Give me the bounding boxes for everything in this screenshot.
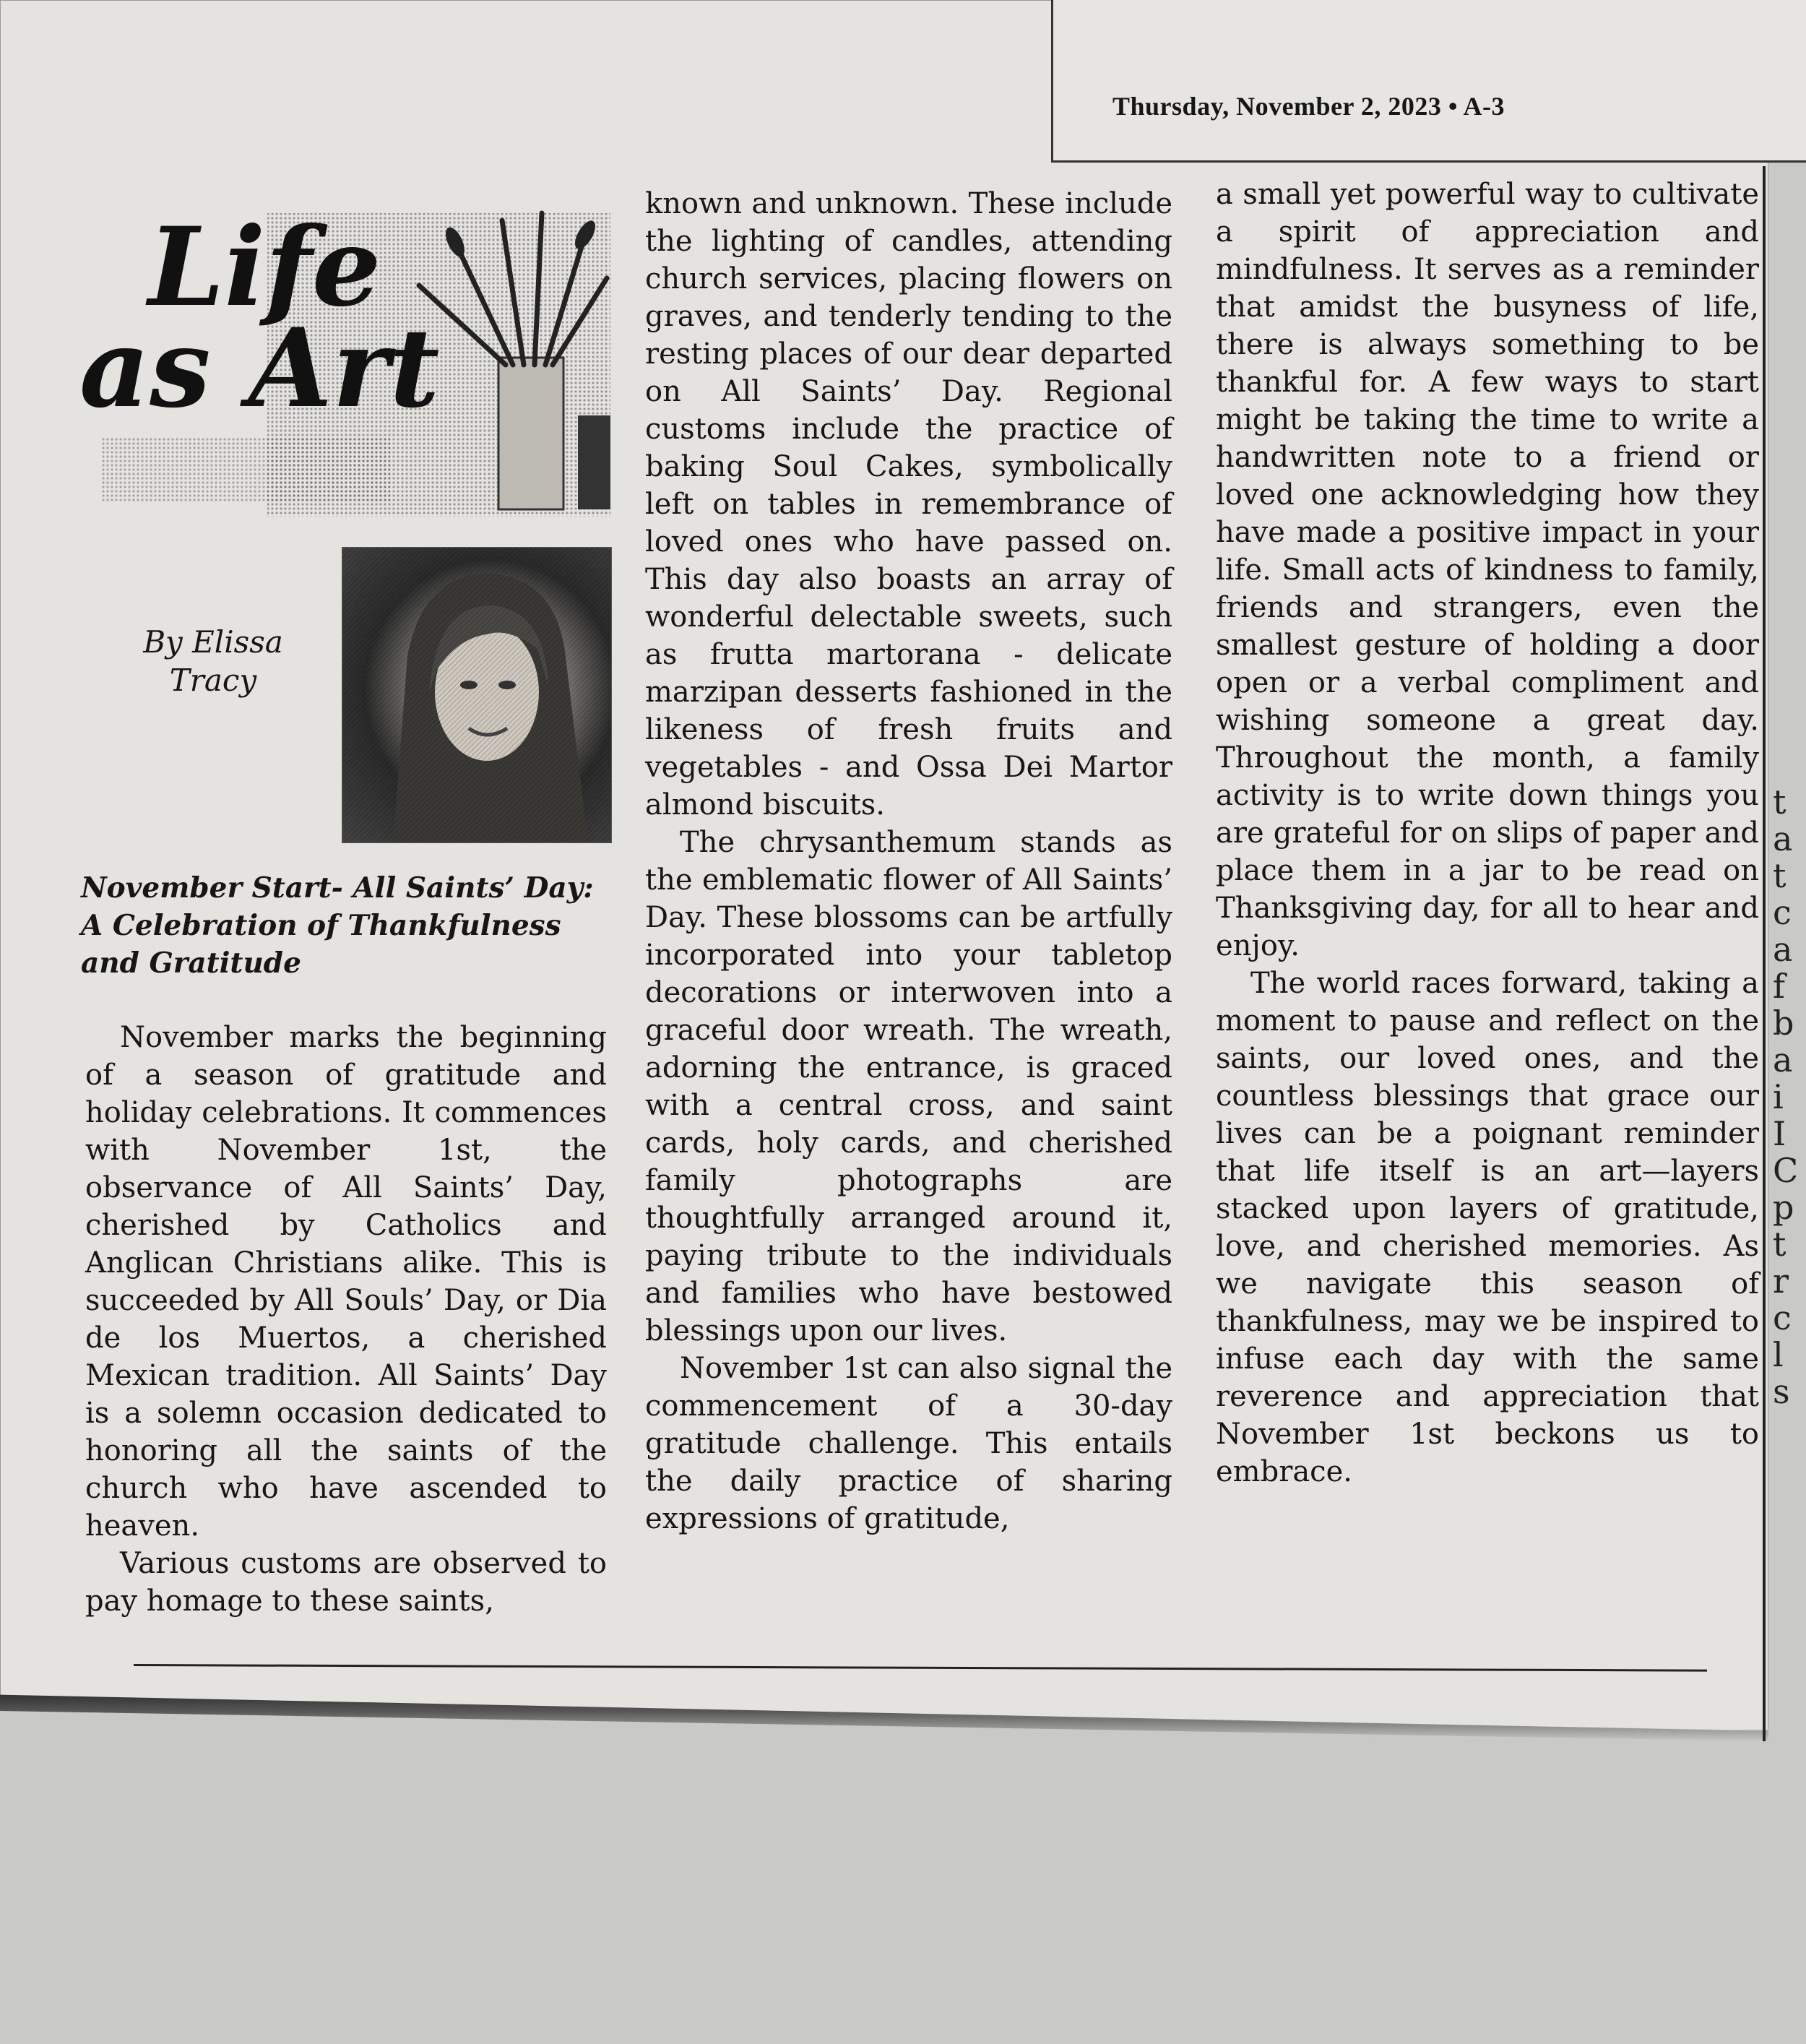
- article-paragraph: Various customs are observed to pay homage to these saints,: [85, 1547, 607, 1618]
- fragment-letter: r: [1773, 1262, 1789, 1301]
- article-paragraph: November 1st can also signal the commencement of a 30-day gratitude challenge. This entails the daily practice of sharing expressions of gratitude,: [645, 1352, 1172, 1535]
- fragment-letter: a: [1773, 930, 1793, 969]
- column-logo: [79, 199, 610, 517]
- adjacent-column-fragments: [1773, 784, 1806, 1410]
- byline-line-2: Tracy: [169, 663, 257, 698]
- fragment-letter: I: [1773, 1114, 1786, 1153]
- article-column-3: [1216, 176, 1759, 1491]
- author-photo: [342, 547, 612, 843]
- article-paragraph: The chrysanthemum stands as the emblematic flower of All Saints’ Day. These blossoms can be artfully incorporated into your tabletop decorations or interwoven into a graceful door wreath. The wreath, adorning the entrance, is graced with a central cross, and saint cards, holy cards, and cherished family photographs are thoughtfully arranged around it, paying tribute to the individuals and families who have bestowed blessings upon our lives.: [645, 826, 1172, 1347]
- fragment-letter: p: [1773, 1188, 1794, 1227]
- fragment-letter: t: [1773, 856, 1786, 895]
- article-paragraph: The world races forward, taking a moment to pause and reflect on the saints, our loved ones, and the countless blessings that grace our lives can be a poignant reminder that life itself is an art—layers stacked upon layers of gratitude, love, and cherished memories. As we navigate this season of thankfulness, may we be inspired to infuse each day with the same reverence and appreciation that November 1st beckons us to embrace.: [1216, 967, 1759, 1488]
- logo-words-as-art: as Art: [79, 305, 440, 432]
- fragment-letter: i: [1773, 1077, 1784, 1116]
- dateline-box: [1051, 0, 1806, 163]
- article-paragraph: a small yet powerful way to cultivate a spirit of appreciation and mindfulness. It serves as a reminder that amidst the busyness of life, there is always something to be thankful for. A few ways to start might be taking the time to write a handwritten note to a friend or loved one acknowledging how they have made a positive impact in your life. Small acts of kindness to family, friends and strangers, even the smallest gesture of holding a door open or a verbal compliment and wishing someone a great day. Throughout the month, a family activity is to write down things you are grateful for on slips of paper and place them in a jar to be read on Thanksgiving day, for all to hear and enjoy.: [1216, 178, 1759, 962]
- byline: [119, 623, 307, 699]
- byline-line-1: By Elissa: [143, 624, 283, 660]
- fragment-letter: c: [1773, 1298, 1792, 1337]
- fragment-letter: s: [1773, 1372, 1790, 1410]
- fragment-letter: C: [1773, 1151, 1799, 1190]
- article-column-1: [85, 1019, 607, 1620]
- author-portrait-figure: [342, 548, 611, 842]
- fragment-letter: c: [1773, 893, 1792, 932]
- article-headline: November Start- All Saints’ Day: A Celebration of Thankfulness and Gratitude: [81, 871, 594, 980]
- fragment-letter: t: [1773, 1225, 1786, 1264]
- logo-word-life: Life: [148, 204, 381, 331]
- fragment-letter: t: [1773, 784, 1786, 822]
- fragment-letter: b: [1773, 1004, 1794, 1043]
- fragment-letter: a: [1773, 1040, 1793, 1079]
- fragment-letter: f: [1773, 967, 1786, 1006]
- article-paragraph: known and unknown. These include the lighting of candles, attending church services, placing flowers on graves, and tenderly tending to the resting places of our dear departed on All Saints’ Day. Regional customs include the practice of baking Soul Cakes, symbolically left on tables in remembrance of loved ones who have passed on. This day also boasts an array of wonderful delectable sweets, such as frutta martorana - delicate marzipan desserts fashioned in the likeness of fresh fruits and vegetables - and Ossa Dei Martor almond biscuits.: [645, 187, 1172, 822]
- column-rule: [1763, 166, 1766, 1741]
- article-paragraph: November marks the beginning of a season of gratitude and holiday celebrations. It commences with November 1st, the observance of All Saints’ Day, cherished by Catholics and Anglican Christians alike. This is succeeded by All Souls’ Day, or Dia de los Muertos, a cherished Mexican tradition. All Saints’ Day is a solemn occasion dedicated to honoring all the saints of the church who have ascended to heaven.: [85, 1021, 607, 1543]
- article-column-2: [645, 185, 1172, 1538]
- fragment-letter: a: [1773, 819, 1793, 858]
- fragment-letter: l: [1773, 1335, 1784, 1374]
- page-dateline: Thursday, November 2, 2023 • A-3: [1112, 92, 1505, 121]
